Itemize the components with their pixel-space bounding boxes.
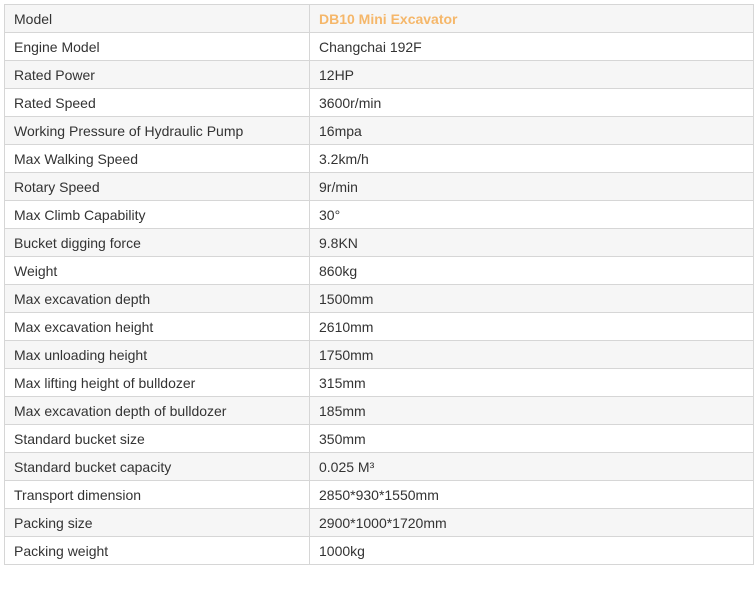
spec-label: Rated Power	[5, 61, 310, 89]
table-row	[5, 145, 754, 173]
spec-table-body	[5, 5, 754, 565]
table-row	[5, 89, 754, 117]
table-row	[5, 173, 754, 201]
spec-label: Rated Speed	[5, 89, 310, 117]
table-row	[5, 425, 754, 453]
spec-label: Packing weight	[5, 537, 310, 565]
spec-label: Model	[5, 5, 310, 33]
table-row	[5, 61, 754, 89]
spec-value: 0.025 M³	[310, 453, 754, 481]
spec-label: Max Climb Capability	[5, 201, 310, 229]
spec-label: Max excavation depth	[5, 285, 310, 313]
table-row	[5, 537, 754, 565]
spec-value: 860kg	[310, 257, 754, 285]
spec-value: 30°	[310, 201, 754, 229]
spec-label: Max lifting height of bulldozer	[5, 369, 310, 397]
table-row	[5, 5, 754, 33]
table-row	[5, 453, 754, 481]
spec-value: 9r/min	[310, 173, 754, 201]
spec-value: 9.8KN	[310, 229, 754, 257]
table-row	[5, 117, 754, 145]
spec-label: Bucket digging force	[5, 229, 310, 257]
table-row	[5, 341, 754, 369]
spec-label: Rotary Speed	[5, 173, 310, 201]
spec-value: 1750mm	[310, 341, 754, 369]
table-row	[5, 509, 754, 537]
table-row	[5, 397, 754, 425]
table-row	[5, 285, 754, 313]
spec-value: 3600r/min	[310, 89, 754, 117]
table-row	[5, 481, 754, 509]
spec-value: 2610mm	[310, 313, 754, 341]
table-row	[5, 369, 754, 397]
spec-label: Standard bucket capacity	[5, 453, 310, 481]
spec-label: Max excavation height	[5, 313, 310, 341]
spec-label: Engine Model	[5, 33, 310, 61]
spec-value: 185mm	[310, 397, 754, 425]
spec-label: Transport dimension	[5, 481, 310, 509]
spec-label: Packing size	[5, 509, 310, 537]
spec-value: 3.2km/h	[310, 145, 754, 173]
model-name: DB10 Mini Excavator	[310, 5, 754, 33]
spec-value: 16mpa	[310, 117, 754, 145]
spec-value: 1000kg	[310, 537, 754, 565]
table-row	[5, 229, 754, 257]
spec-value: 315mm	[310, 369, 754, 397]
spec-label: Max Walking Speed	[5, 145, 310, 173]
spec-value: 350mm	[310, 425, 754, 453]
spec-label: Max excavation depth of bulldozer	[5, 397, 310, 425]
spec-label: Weight	[5, 257, 310, 285]
table-row	[5, 33, 754, 61]
table-row	[5, 201, 754, 229]
spec-value: 1500mm	[310, 285, 754, 313]
spec-label: Working Pressure of Hydraulic Pump	[5, 117, 310, 145]
spec-table	[4, 4, 754, 565]
spec-value: 2850*930*1550mm	[310, 481, 754, 509]
spec-value: 12HP	[310, 61, 754, 89]
table-row	[5, 257, 754, 285]
table-row	[5, 313, 754, 341]
spec-label: Max unloading height	[5, 341, 310, 369]
spec-label: Standard bucket size	[5, 425, 310, 453]
spec-value: Changchai 192F	[310, 33, 754, 61]
spec-value: 2900*1000*1720mm	[310, 509, 754, 537]
